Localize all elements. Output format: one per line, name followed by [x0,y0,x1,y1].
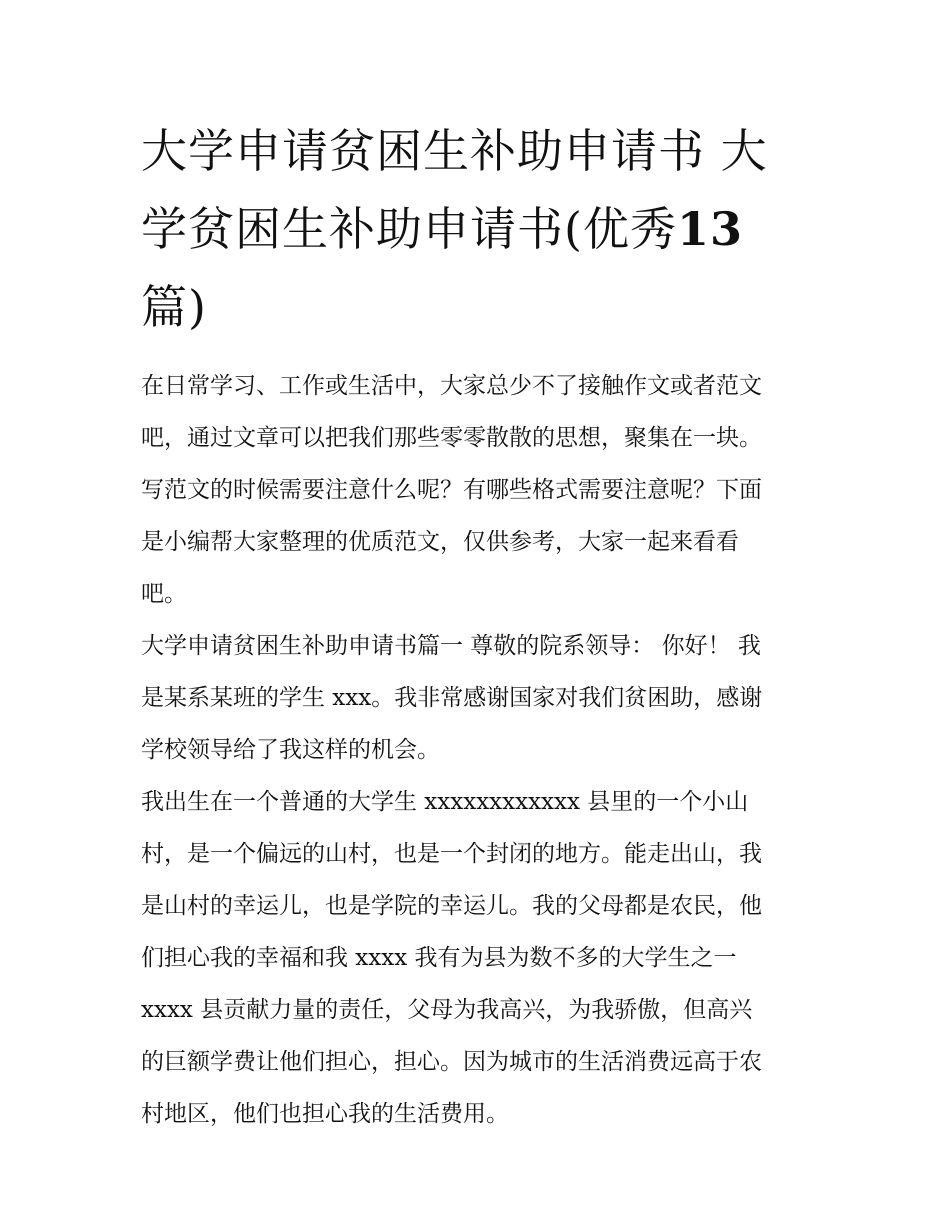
paragraph-letter-opening: 大学申请贫困生补助申请书篇一 尊敬的院系领导： 你好！ 我 是某系某班的学生 xxx。我非常感谢国家对我们贫困助，感谢 学校领导给了我这样的机会。 [141,633,763,763]
document-content [141,112,817,1140]
title-line-2: 学贫困生补助申请书(优秀13 [141,202,743,256]
document-title [141,112,817,346]
title-line-3: 篇) [141,280,207,334]
paragraph-background: 我出生在一个普通的大学生 xxxxxxxxxxxx 县里的一个小山 村，是一个偏远的山村，也是一个封闭的地方。能走出山，我 是山村的幸运儿，也是学院的幸运儿。我的父母都是农民，他 们担心我的幸福和我 xxxx 我有为县为数不多的大学生之一 xxxx 县贡献力量的责任，父母为我高兴，为我骄傲，但高兴 的巨额学费让他们担心，担心。因为城市的生活消费远高于农 村地区，他们也担心我的生活费用。 [141,789,762,1127]
paragraph-intro: 在日常学习、工作或生活中，大家总少不了接触作文或者范文 吧，通过文章可以把我们那些零零散散的思想，聚集在一块。 写范文的时候需要注意什么呢？有哪些格式需要注意呢？下面 是小编帮大家整理的优质范文，仅供参考，大家一起来看看 吧。 [141,373,762,607]
title-line-1: 大学申请贫困生补助申请书 大 [141,124,768,178]
